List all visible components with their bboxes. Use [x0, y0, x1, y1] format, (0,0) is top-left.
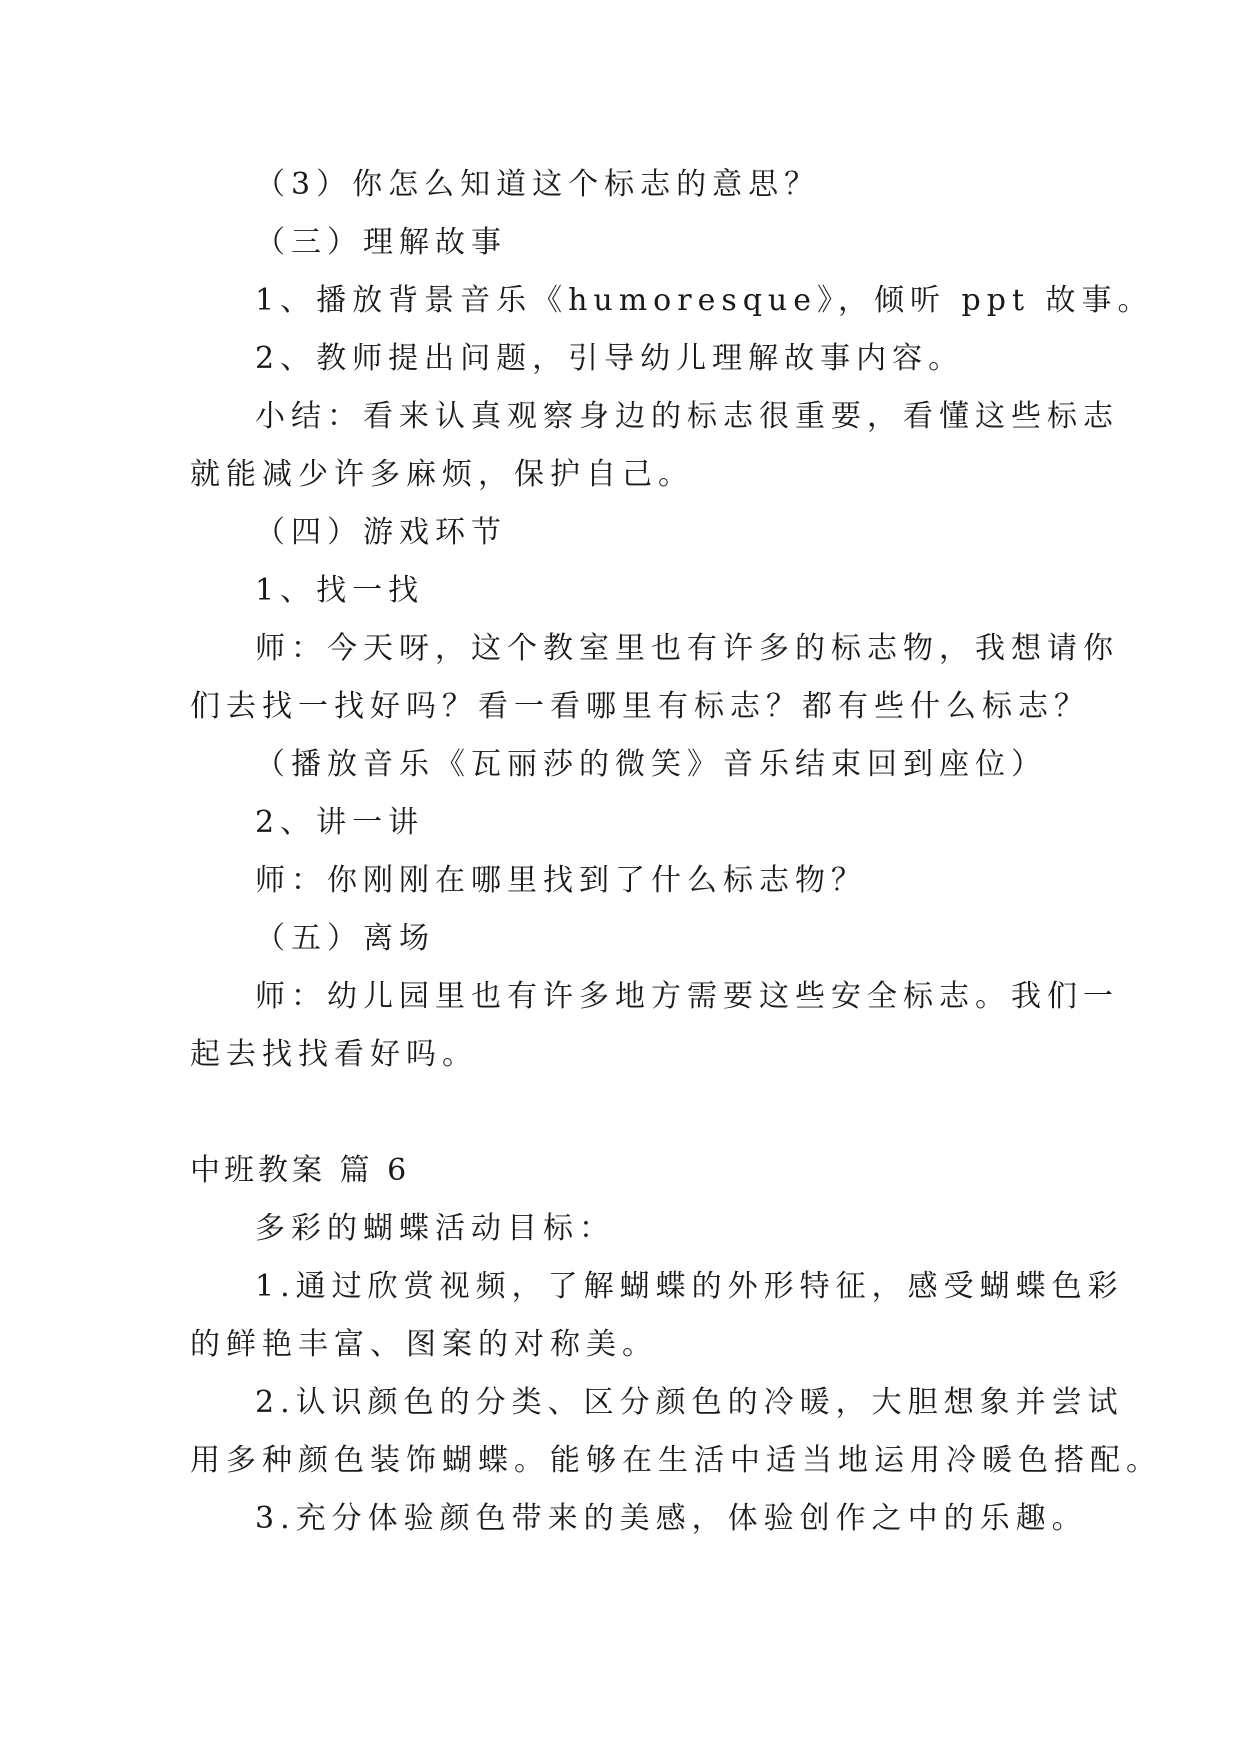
section-heading: （五）离场: [255, 921, 435, 956]
chapter-title: 中班教案 篇 6: [190, 1153, 411, 1188]
paragraph-line: 2、讲一讲: [255, 805, 425, 840]
paragraph-line: 的鲜艳丰富、图案的对称美。: [190, 1327, 658, 1362]
paragraph-line: 1、找一找: [255, 573, 425, 608]
section-heading: （四）游戏环节: [255, 515, 507, 550]
paragraph-line: （3）你怎么知道这个标志的意思？: [255, 167, 821, 202]
paragraph-line: 1、播放背景音乐《humoresque》，倾听 ppt 故事。: [255, 283, 1154, 318]
paragraph-line: 小结：看来认真观察身边的标志很重要，看懂这些标志: [255, 399, 1119, 434]
paragraph-line: （播放音乐《瓦丽莎的微笑》音乐结束回到座位）: [255, 747, 1047, 782]
paragraph-line: 2.认识颜色的分类、区分颜色的冷暖，大胆想象并尝试: [255, 1385, 1124, 1420]
section-heading: （三）理解故事: [255, 225, 507, 260]
paragraph-line: 起去找找看好吗。: [190, 1037, 478, 1072]
paragraph-line: 1.通过欣赏视频，了解蝴蝶的外形特征，感受蝴蝶色彩: [255, 1269, 1124, 1304]
paragraph-line: 多彩的蝴蝶活动目标：: [255, 1211, 615, 1246]
paragraph-line: 用多种颜色装饰蝴蝶。能够在生活中适当地运用冷暖色搭配。: [190, 1443, 1162, 1478]
paragraph-line: 师：今天呀，这个教室里也有许多的标志物，我想请你: [255, 631, 1119, 666]
paragraph-line: 师：你刚刚在哪里找到了什么标志物？: [255, 863, 867, 898]
paragraph-line: 们去找一找好吗？看一看哪里有标志？都有些什么标志？: [190, 689, 1090, 724]
paragraph-line: 3.充分体验颜色带来的美感，体验创作之中的乐趣。: [255, 1501, 1088, 1536]
paragraph-line: 师：幼儿园里也有许多地方需要这些安全标志。我们一: [255, 979, 1119, 1014]
paragraph-line: 就能减少许多麻烦，保护自己。: [190, 457, 694, 492]
paragraph-line: 2、教师提出问题，引导幼儿理解故事内容。: [255, 341, 965, 376]
